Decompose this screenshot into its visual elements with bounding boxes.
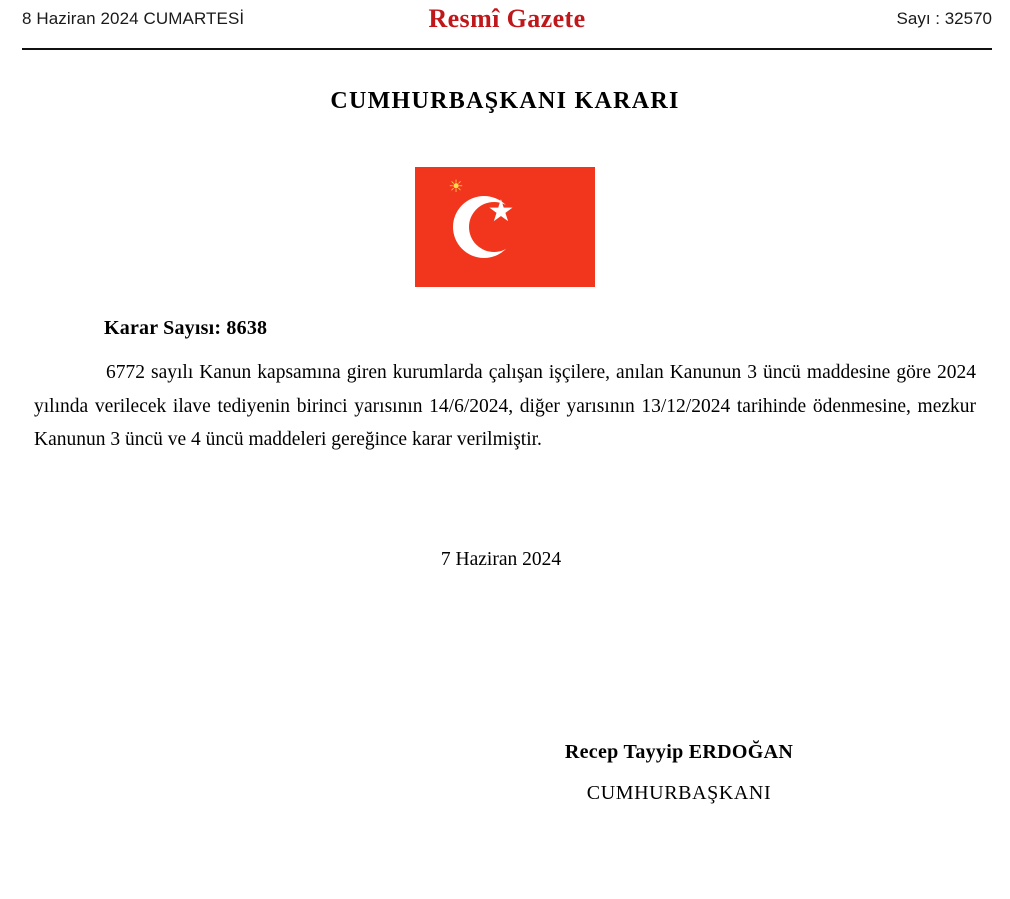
masthead-title: Resmî Gazete [428,4,586,33]
turkish-flag-icon [415,167,595,287]
masthead-date: 8 Haziran 2024 CUMARTESİ [22,9,245,28]
masthead-issue-number: Sayı : 32570 [896,9,992,28]
decision-number: Karar Sayısı: 8638 [104,317,268,339]
signature-title: CUMHURBAŞKANI [586,781,772,804]
flag-container [0,167,1010,287]
document-heading: CUMHURBAŞKANI KARARI [330,88,680,114]
masthead [22,0,992,50]
decision-body-paragraph: 6772 sayılı Kanun kapsamına giren kurumlarda çalışan işçilere, anılan Kanunun 3 üncü maddesine göre 2024 yılında verilecek ilave tediyenin birinci yarısının 14/6/2024, diğer yarısının 13/12/2024 tarihinde ödenmesine, mezkur Kanunun 3 üncü ve 4 üncü maddeleri gereğince karar verilmiştir. [34,362,976,451]
decision-date: 7 Haziran 2024 [440,548,562,570]
signature-name: Recep Tayyip ERDOĞAN [564,740,794,763]
sun-icon: ☀ [448,177,464,196]
document-content [34,317,976,805]
signature-block [34,741,976,805]
